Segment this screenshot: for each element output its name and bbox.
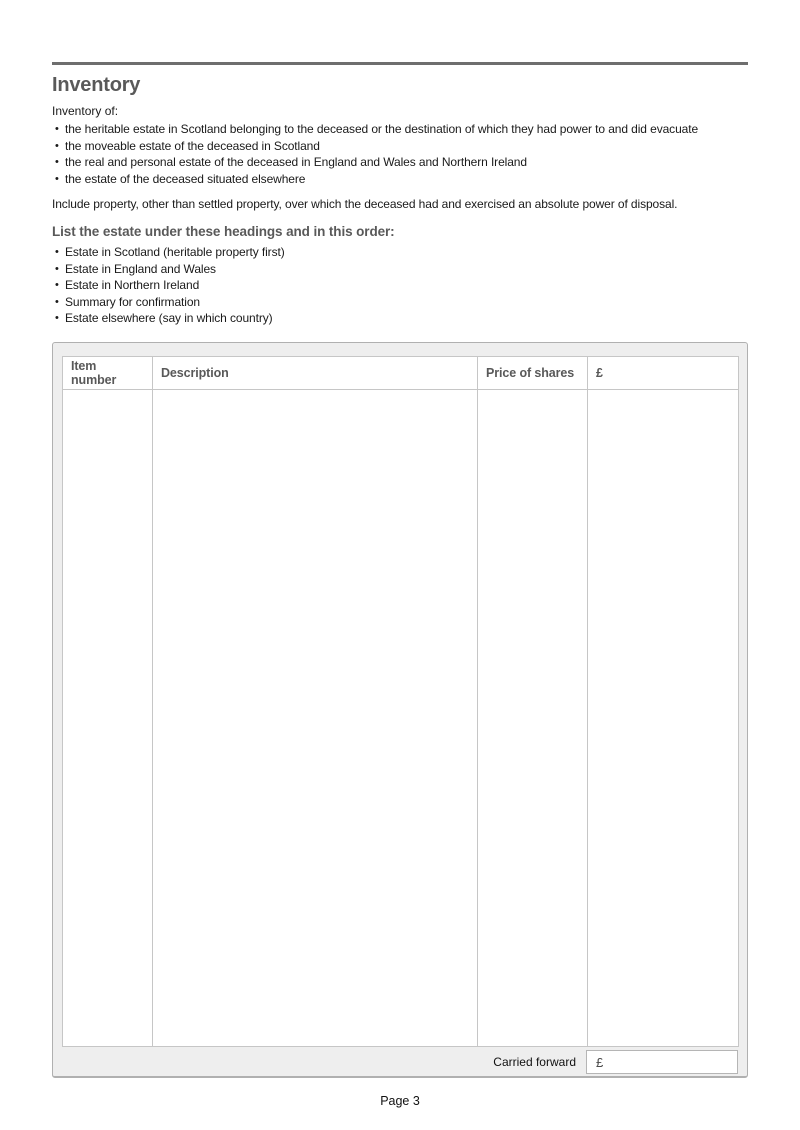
price-of-shares-cell[interactable] (478, 390, 588, 1047)
inventory-table-header (63, 357, 739, 390)
description-cell[interactable] (153, 390, 478, 1047)
bullet-item: • the estate of the deceased situated elsewhere (52, 171, 748, 188)
column-header-price-of-shares: Price of shares (478, 357, 588, 390)
bullet-item: • Estate in Northern Ireland (52, 277, 748, 294)
bullet-item: • Summary for confirmation (52, 294, 748, 311)
column-header-item-number: Item number (63, 357, 153, 390)
intro-bullet-list (52, 121, 748, 187)
page-number: Page 3 (380, 1094, 420, 1108)
bullet-item: • the heritable estate in Scotland belonging to the deceased or the destination of which they had power to and did evacuate (52, 121, 748, 138)
bullet-item: • Estate in England and Wales (52, 261, 748, 278)
table-row (63, 390, 739, 1047)
bullet-item: • Estate in Scotland (heritable property first) (52, 244, 748, 261)
header-row (63, 357, 739, 390)
item-number-cell[interactable] (63, 390, 153, 1047)
column-header-description: Description (153, 357, 478, 390)
carried-forward-row (62, 1047, 738, 1077)
inventory-panel (52, 342, 748, 1078)
page-title: Inventory (52, 74, 141, 96)
absolute-power-note: Include property, other than settled property, over which the deceased had and exercised an absolute power of disposal. (52, 197, 678, 211)
inventory-table (62, 356, 739, 1047)
carried-forward-label: Carried forward (493, 1055, 576, 1069)
bullet-item: • the moveable estate of the deceased in Scotland (52, 138, 748, 155)
inventory-table-body (63, 390, 739, 1047)
column-header-amount-pounds: £ (588, 357, 739, 390)
bullet-item: • Estate elsewhere (say in which country) (52, 310, 748, 327)
currency-symbol: £ (596, 1054, 604, 1070)
section-divider (52, 62, 748, 65)
bullet-item: • the real and personal estate of the deceased in England and Wales and Northern Ireland (52, 154, 748, 171)
carried-forward-input[interactable] (586, 1050, 738, 1074)
amount-cell[interactable] (588, 390, 739, 1047)
page-content (52, 62, 748, 327)
order-section-title: List the estate under these headings and in this order: (52, 224, 395, 239)
order-bullet-list (52, 244, 748, 327)
intro-lead: Inventory of: (52, 104, 119, 118)
